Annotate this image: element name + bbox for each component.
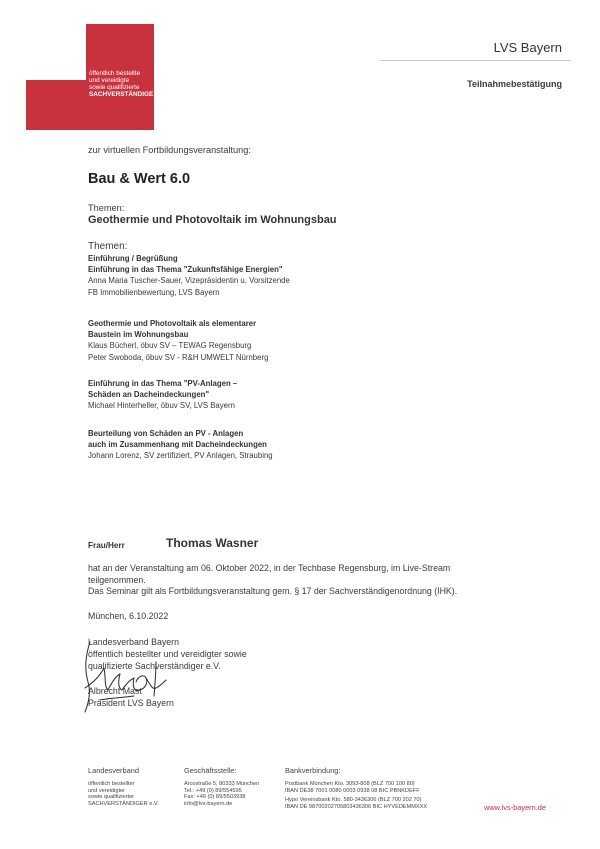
main-theme: Geothermie und Photovoltaik im Wohnungsbau [88,214,337,226]
footer-line: SACHVERSTÄNDIGER e.V. [88,801,159,808]
footer-line: und vereidigter [88,787,126,794]
topic-title-line: Einführung in das Thema "Zukunftsfähige Energien" [88,265,283,275]
topic-speaker-line: Klaus Bücherl, öbuv SV – TEWAG Regensburg [88,341,252,351]
body-line: hat an der Veranstaltung am 06. Oktober 2022, in der Techbase Regensburg, im Live-Stream [88,563,451,573]
footer-line: IBAN DE 98700202705803436306 BIC HYVEDEMMXXX [285,804,428,811]
salutation: Frau/Herr [88,541,125,550]
logo-white-notch [26,24,86,80]
footer-col-title: Geschäftsstelle: [184,766,237,775]
footer-line: Hypo Vereinsbank Kto. 580-3436306 (BLZ 700 202 70) [285,797,422,804]
event-title: Bau & Wert 6.0 [88,171,191,187]
topic-2 [88,318,408,363]
footer-line: öffentlich bestellter [88,780,135,787]
topic-speaker-line: Anna Maria Tuscher-Sauer, Vizepräsidentin u. Vorsitzende [88,276,290,286]
footer-line: IBAN DE38 7001 0080 0003 0938 08 BIC PBNKDEFF [285,787,420,794]
body-line: Das Seminar gilt als Fortbildungsveranstaltung gem. § 17 der Sachverständigenordnung (IHK). [88,586,458,596]
themes-label-2: Themen: [88,241,128,252]
document-type: Teilnahmebestätigung [467,79,562,89]
footer-line: sowie qualifizierter [88,794,135,801]
signer-name: Albrecht Mast [88,685,142,696]
sig-line: qualifizierte Sachverständiger e.V. [88,661,221,672]
themes-label: Themen: [88,203,125,213]
topic-title-line: auch im Zusammenhang mit Dacheindeckungen [88,440,267,450]
logo-text [89,70,155,98]
topic-3 [88,378,408,412]
place-date: München, 6.10.2022 [88,611,169,621]
footer-col-title: Bankverbindung: [285,766,341,775]
brand-name: LVS Bayern [493,40,562,55]
topic-speaker-line: Peter Swoboda, öbuv SV - R&H UMWELT Nürnberg [88,352,269,362]
topic-1 [88,253,408,298]
signer-title: Präsident LVS Bayern [88,697,174,708]
footer-email-link[interactable]: info@lvs-bayern.de [184,801,233,808]
body-line: teilgenommen. [88,574,146,585]
topic-speaker-line: Michael Hinterheller, öbuv SV, LVS Bayern [88,401,235,411]
topic-title-line: Baustein im Wohnungsbau [88,330,189,340]
topic-speaker-line: Johann Lorenz, SV zertifiziert, PV Anlagen, Straubing [88,451,273,461]
confirmation-text [88,563,568,598]
footer-col-bank [285,768,427,811]
topic-title-line: Einführung / Begrüßung [88,254,178,263]
topic-title-line: Schäden an Dacheindeckungen" [88,390,210,400]
participant-name: Thomas Wasner [166,536,259,550]
intro-text: zur virtuellen Fortbildungsveranstaltung: [88,145,251,155]
footer-col-association [88,768,159,808]
topic-title-line: Geothermie und Photovoltaik als elementarer [88,319,257,328]
footer-col-title: Landesverband [88,766,139,775]
header-divider [380,60,571,61]
footer-line: Tel.: +49 (0) 89/554595 [184,787,242,794]
sig-line: Landesverband Bayern [88,637,179,647]
topic-title-line: Einführung in das Thema "PV-Anlagen – [88,379,238,388]
topic-4 [88,428,408,462]
footer-line: Fax: +49 (0) 89/5503938 [184,794,246,801]
footer-line: Postbank München Kto. 3093-808 (BLZ 700 100 80) [285,780,415,787]
footer-line: Arcostraße 5, 80333 München [184,780,260,787]
handwritten-signature [60,638,180,718]
footer-col-office [184,768,259,808]
logo-line-2: und vereidigte [89,77,130,85]
website-link[interactable]: www.lvs-bayern.de [484,803,547,812]
logo-line-3: sowie qualifizierte [89,84,140,92]
logo-line-1: öffentlich bestellte [89,70,141,77]
sig-line: öffentlich bestellter und vereidigter sowie [88,649,247,660]
logo-line-4: SACHVERSTÄNDIGE [89,91,154,99]
topic-speaker-line: FB Immobilienbewertung, LVS Bayern [88,287,220,297]
topic-title-line: Beurteilung von Schäden an PV - Anlagen [88,429,244,438]
